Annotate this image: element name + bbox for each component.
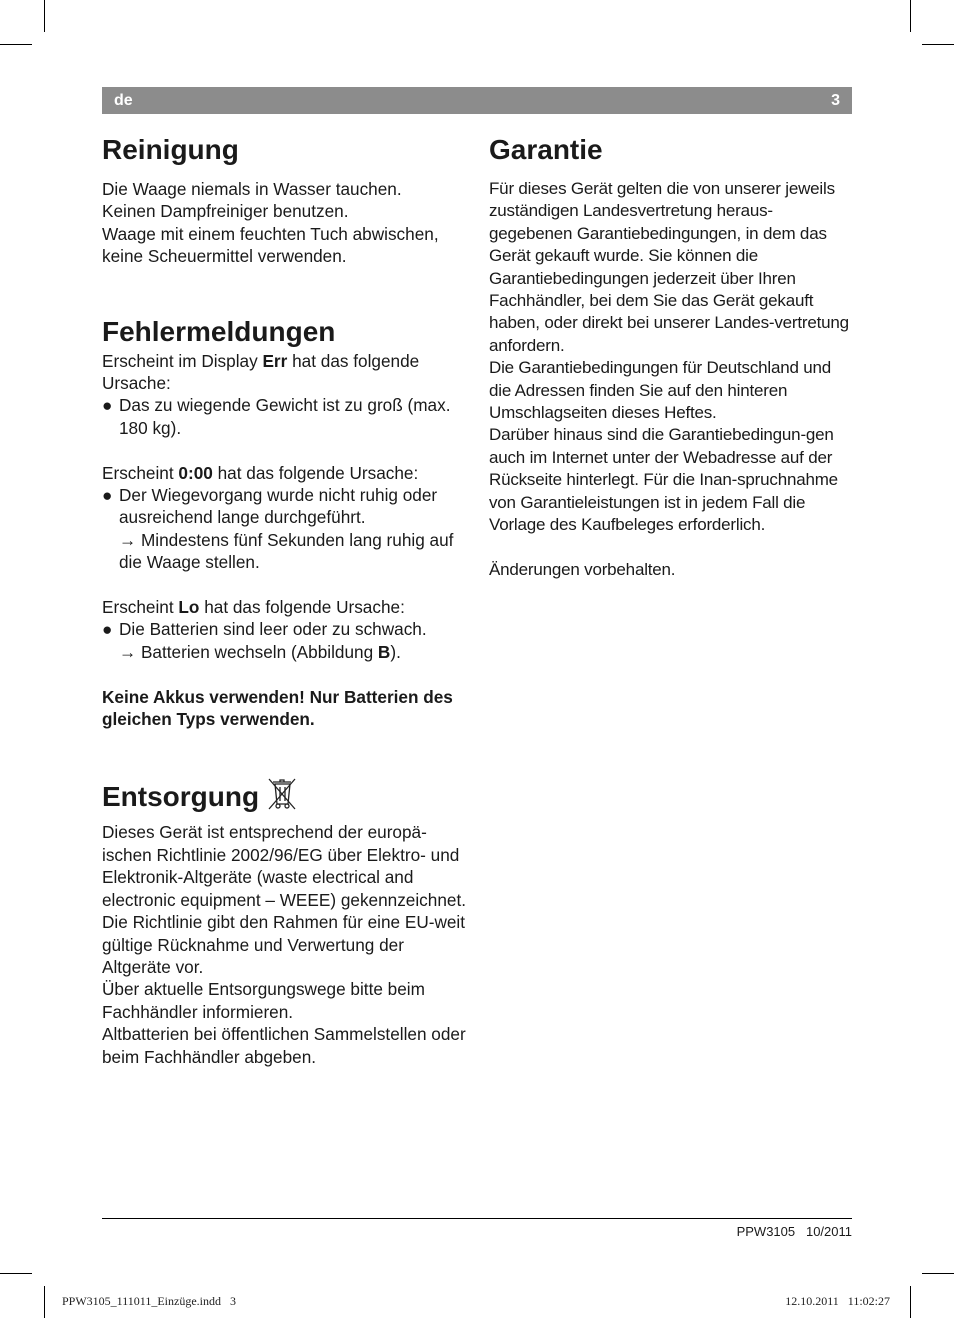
heading-garantie: Garantie — [489, 134, 603, 165]
crop-mark — [910, 0, 911, 32]
paragraph: Waage mit einem feuchten Tuch abwischen, keine Scheuermittel verwenden. — [102, 223, 439, 267]
paragraph: Die Garantiebedingungen für Deutschland und die Adressen finden Sie auf den hinteren Umschlagseiten dieses Heftes. — [489, 358, 832, 423]
bullet-icon: ● — [102, 619, 113, 640]
text: hat das folgende Ursache: — [212, 462, 419, 483]
footer-info — [737, 1224, 852, 1239]
text: hat das folgende Ursache: — [102, 350, 420, 394]
list-item — [102, 484, 468, 529]
warning-text: Keine Akkus verwenden! Nur Batterien des gleichen Typs verwenden. — [102, 686, 453, 730]
section-entsorgung — [102, 776, 468, 1067]
list-item-text: Der Wiegevorgang wurde nicht ruhig oder ausreichend lange durchgeführt. — [119, 485, 438, 528]
paragraph — [102, 596, 468, 618]
heading-entsorgung — [102, 776, 468, 819]
error-code: Err — [262, 350, 288, 371]
section-garantie — [489, 132, 855, 581]
list-item — [102, 394, 468, 439]
paragraph: Darüber hinaus sind die Garantiebedingun-gen auch im Internet unter der Webadresse auf der Rückseite hinterlegt. Für die Inan-spruchnahme von Garantieleistungen ist in jedem Fall die Vorlage des Kaufbeleges erforderlich. — [489, 425, 838, 535]
text: Erscheint — [102, 597, 179, 618]
paragraph: Keinen Dampfreiniger benutzen. — [102, 201, 349, 222]
paragraph: Altbatterien bei öffentlichen Sammelstellen oder beim Fachhändler abgeben. — [102, 1024, 466, 1067]
text: → Batterien wechseln (Abbildung — [119, 641, 378, 662]
paragraph — [102, 462, 468, 484]
bullet-icon: ● — [102, 395, 113, 416]
crop-mark — [922, 1273, 954, 1274]
crop-mark — [0, 1273, 32, 1274]
paragraph: Für dieses Gerät gelten die von unserer jeweils zuständigen Landesvertretung heraus-gegebenen Garantiebedingungen, in dem das Gerät gekauft wurde. Sie können die Garantiebedingungen jederzeit über Ihren Fachhändler, bei dem Sie das Gerät gekauft haben, oder direkt bei unserer Landes-vertretung anfordern. — [489, 179, 849, 355]
crop-mark — [44, 0, 45, 32]
error-code: Lo — [178, 597, 200, 618]
hint-text: → Mindestens fünf Sekunden lang ruhig auf die Waage stellen. — [119, 529, 454, 573]
paragraph: Die Richtlinie gibt den Rahmen für eine EU-weit gültige Rücknahme und Verwertung der Altgeräte vor. — [102, 912, 466, 977]
crop-mark — [922, 44, 954, 45]
crop-mark — [44, 1286, 45, 1318]
print-slug-timestamp: 12.10.2011 11:02:27 — [785, 1294, 890, 1308]
crop-mark — [910, 1286, 911, 1318]
page-header-bar — [102, 87, 852, 114]
text: ). — [390, 641, 401, 662]
paragraph: Über aktuelle Entsorgungswege bitte beim Fachhändler informieren. — [102, 979, 425, 1022]
text: Erscheint — [102, 462, 179, 483]
list-item-text: Das zu wiegende Gewicht ist zu groß (max. 180 kg). — [119, 395, 451, 438]
crossed-out-wheelie-bin-icon — [267, 776, 297, 819]
paragraph: Änderungen vorbehalten. — [489, 559, 676, 579]
edition-date: 10/2011 — [805, 1224, 852, 1239]
heading-text: Entsorgung — [102, 781, 260, 813]
text: Erscheint im Display — [102, 350, 263, 371]
language-label: de — [114, 92, 133, 109]
error-code: 0:00 — [178, 462, 213, 483]
model-number: PPW3105 — [736, 1224, 796, 1239]
crop-mark — [0, 44, 32, 45]
heading-fehlermeldungen: Fehlermeldungen — [102, 315, 336, 347]
page-number: 3 — [831, 92, 840, 109]
footer-divider — [102, 1218, 852, 1219]
right-column — [489, 132, 855, 581]
heading-reinigung: Reinigung — [102, 134, 239, 165]
paragraph — [102, 350, 468, 395]
paragraph: Dieses Gerät ist entsprechend der europä-ischen Richtlinie 2002/96/EG über Elektro- und Elektronik-Altgeräte (waste electrical and electronic equipment – WEEE) gekennzeichnet. — [102, 822, 467, 910]
figure-ref: B — [377, 641, 391, 662]
section-reinigung — [102, 132, 468, 268]
list-item — [102, 618, 468, 640]
print-slug-file: PPW3105_111011_Einzüge.indd 3 — [62, 1294, 236, 1308]
list-item-text: Die Batterien sind leer oder zu schwach. — [119, 619, 427, 640]
text: hat das folgende Ursache: — [199, 597, 405, 618]
left-column — [102, 132, 468, 1068]
hint-text — [102, 641, 468, 663]
paragraph: Die Waage niemals in Wasser tauchen. — [102, 179, 402, 199]
section-fehlermeldungen — [102, 314, 468, 731]
bullet-icon: ● — [102, 485, 113, 506]
